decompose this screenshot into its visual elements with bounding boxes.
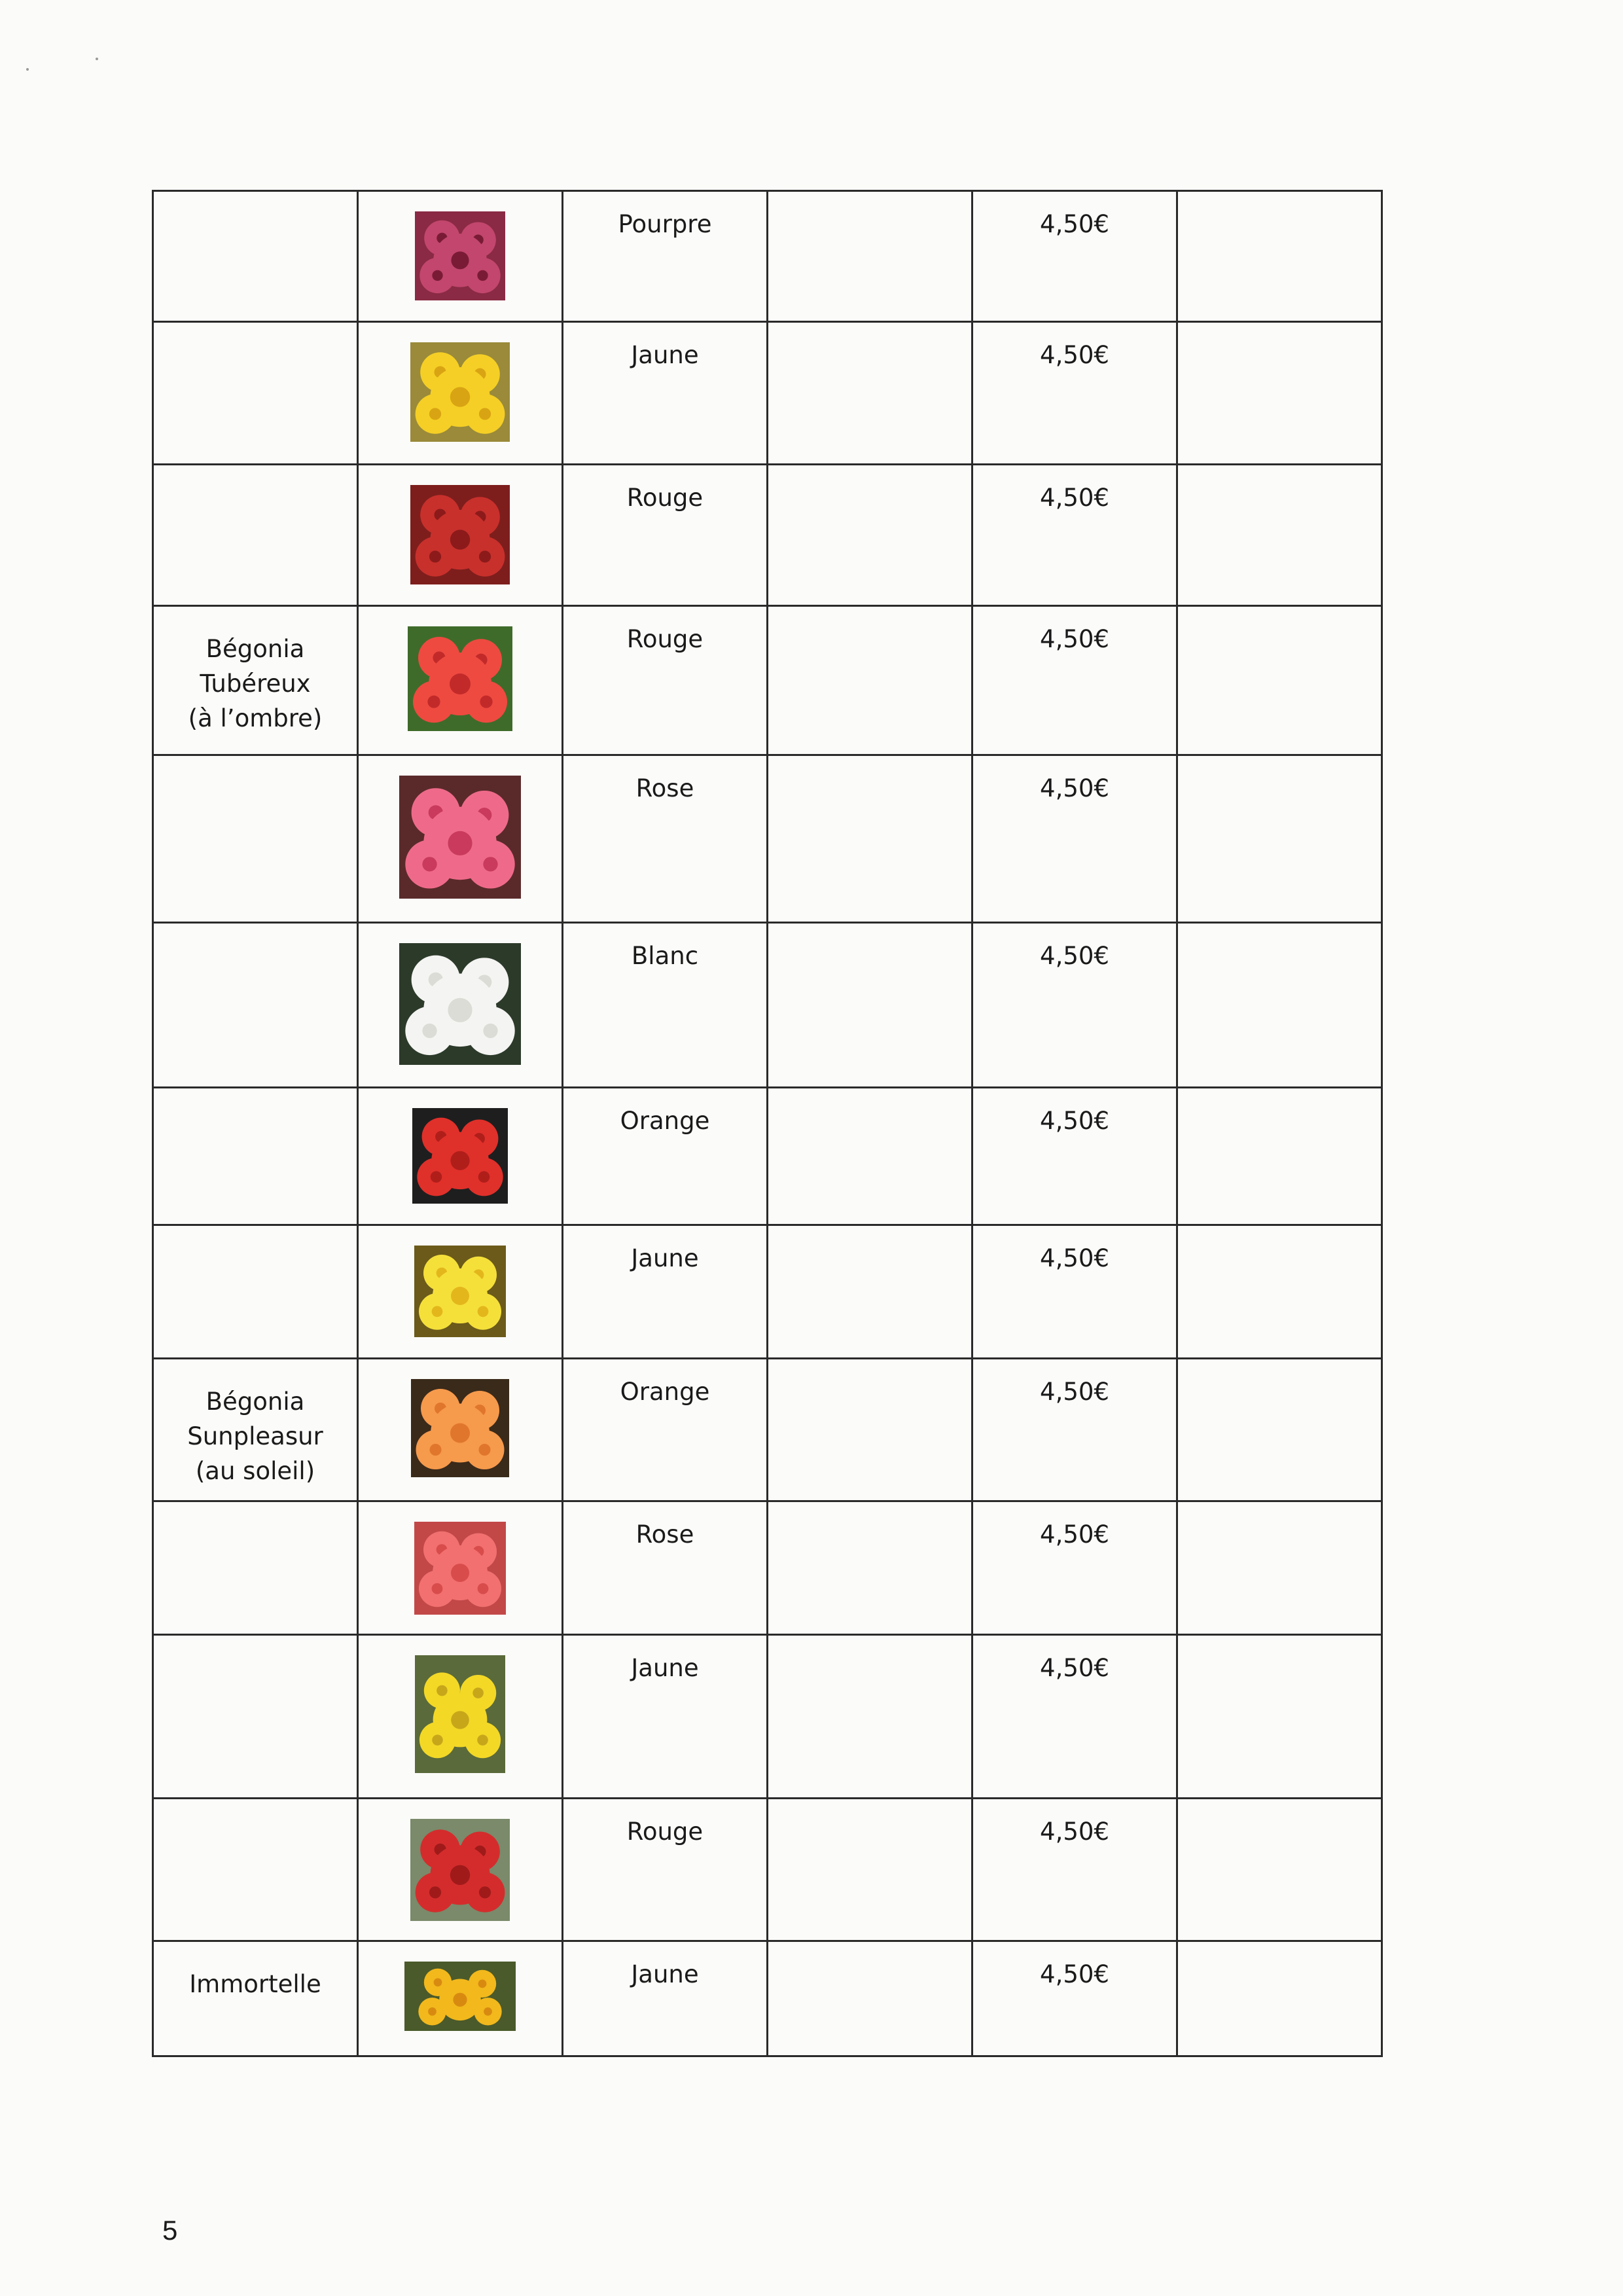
table-row xyxy=(153,1088,1382,1225)
color-cell xyxy=(563,1225,768,1359)
flower-color: Blanc xyxy=(631,942,699,970)
color-cell xyxy=(563,755,768,923)
plant-name xyxy=(154,1088,357,1113)
table-row xyxy=(153,1225,1382,1359)
price: 4,50€ xyxy=(1040,484,1109,512)
price-cell xyxy=(972,1225,1177,1359)
plant-name-cell xyxy=(153,923,358,1088)
color-cell xyxy=(563,1635,768,1799)
dahlia-red-photo xyxy=(410,485,510,584)
quantity-cell xyxy=(1177,1799,1382,1941)
empty-cell xyxy=(768,1941,972,2056)
quantity-cell xyxy=(1177,191,1382,322)
scan-speck xyxy=(96,58,98,60)
plant-name-cell xyxy=(153,322,358,465)
table-row xyxy=(153,1799,1382,1941)
photo-cell xyxy=(358,755,563,923)
price-cell xyxy=(972,322,1177,465)
price-cell xyxy=(972,1359,1177,1501)
empty-cell xyxy=(768,191,972,322)
photo-cell xyxy=(358,1359,563,1501)
color-cell xyxy=(563,1799,768,1941)
flower-color: Jaune xyxy=(631,1960,699,1988)
empty-cell xyxy=(768,1799,972,1941)
plant-name xyxy=(154,1799,357,1824)
photo-cell xyxy=(358,1225,563,1359)
color-cell xyxy=(563,1941,768,2056)
plant-name-cell xyxy=(153,1359,358,1501)
price-cell xyxy=(972,1501,1177,1635)
plant-name xyxy=(154,323,357,348)
begonia-sun-pink-photo xyxy=(414,1522,506,1615)
table-row xyxy=(153,1501,1382,1635)
flower-color: Jaune xyxy=(631,341,699,369)
table-row xyxy=(153,923,1382,1088)
plant-name: Bégonia Sunpleasur (au soleil) xyxy=(187,1388,323,1485)
empty-cell xyxy=(768,923,972,1088)
price-cell xyxy=(972,1088,1177,1225)
empty-cell xyxy=(768,1635,972,1799)
price-cell xyxy=(972,465,1177,606)
plant-name-cell xyxy=(153,1225,358,1359)
flower-color: Rose xyxy=(635,774,694,802)
empty-cell xyxy=(768,322,972,465)
price-cell xyxy=(972,755,1177,923)
quantity-cell xyxy=(1177,606,1382,755)
quantity-cell xyxy=(1177,1088,1382,1225)
quantity-cell xyxy=(1177,1635,1382,1799)
flower-color: Orange xyxy=(620,1107,710,1135)
photo-cell xyxy=(358,1088,563,1225)
price: 4,50€ xyxy=(1040,1818,1109,1846)
plant-price-table xyxy=(152,190,1383,2057)
price: 4,50€ xyxy=(1040,341,1109,369)
plant-name-cell xyxy=(153,465,358,606)
table-row xyxy=(153,1359,1382,1501)
photo-cell xyxy=(358,606,563,755)
color-cell xyxy=(563,1088,768,1225)
photo-cell xyxy=(358,465,563,606)
price-cell xyxy=(972,1635,1177,1799)
plant-name-cell xyxy=(153,1799,358,1941)
price: 4,50€ xyxy=(1040,1960,1109,1988)
begonia-sun-yellow-pot-photo xyxy=(415,1655,505,1773)
flower-color: Rouge xyxy=(626,1818,704,1846)
price: 4,50€ xyxy=(1040,625,1109,653)
table-row xyxy=(153,191,1382,322)
photo-cell xyxy=(358,191,563,322)
flower-color: Jaune xyxy=(631,1654,699,1682)
photo-cell xyxy=(358,1635,563,1799)
quantity-cell xyxy=(1177,322,1382,465)
flower-color: Rouge xyxy=(626,625,704,653)
begonia-sun-orange-photo xyxy=(411,1379,509,1477)
quantity-cell xyxy=(1177,1501,1382,1635)
color-cell xyxy=(563,923,768,1088)
price: 4,50€ xyxy=(1040,774,1109,802)
table-row xyxy=(153,322,1382,465)
price-cell xyxy=(972,1799,1177,1941)
quantity-cell xyxy=(1177,465,1382,606)
empty-cell xyxy=(768,465,972,606)
empty-cell xyxy=(768,1501,972,1635)
plant-name-cell xyxy=(153,755,358,923)
photo-cell xyxy=(358,923,563,1088)
price: 4,50€ xyxy=(1040,210,1109,238)
begonia-red-photo xyxy=(408,626,512,731)
plant-name-cell xyxy=(153,1941,358,2056)
table-row xyxy=(153,606,1382,755)
plant-name-cell xyxy=(153,606,358,755)
empty-cell xyxy=(768,1088,972,1225)
price: 4,50€ xyxy=(1040,1654,1109,1682)
plant-name xyxy=(154,1226,357,1251)
dahlia-yellow-photo xyxy=(410,342,510,442)
table-row xyxy=(153,1635,1382,1799)
flower-color: Rouge xyxy=(626,484,704,512)
scan-speck xyxy=(26,68,29,71)
price: 4,50€ xyxy=(1040,942,1109,970)
plant-name: Bégonia Tubéreux (à l’ombre) xyxy=(188,635,323,732)
color-cell xyxy=(563,606,768,755)
plant-name-cell xyxy=(153,1501,358,1635)
table-row xyxy=(153,755,1382,923)
begonia-white-photo xyxy=(399,943,521,1065)
begonia-pink-photo xyxy=(399,776,521,899)
flower-color: Pourpre xyxy=(618,210,712,238)
plant-name: Immortelle xyxy=(189,1970,321,1998)
price-cell xyxy=(972,606,1177,755)
price: 4,50€ xyxy=(1040,1107,1109,1135)
empty-cell xyxy=(768,606,972,755)
plant-name xyxy=(154,1636,357,1660)
quantity-cell xyxy=(1177,755,1382,923)
color-cell xyxy=(563,465,768,606)
plant-name-cell xyxy=(153,1635,358,1799)
table-row xyxy=(153,1941,1382,2056)
price: 4,50€ xyxy=(1040,1520,1109,1549)
photo-cell xyxy=(358,1501,563,1635)
price-cell xyxy=(972,191,1177,322)
table-body xyxy=(153,191,1382,2056)
flower-color: Orange xyxy=(620,1378,710,1406)
color-cell xyxy=(563,322,768,465)
quantity-cell xyxy=(1177,1941,1382,2056)
color-cell xyxy=(563,1501,768,1635)
immortelle-yellow-photo xyxy=(404,1962,516,2031)
empty-cell xyxy=(768,1359,972,1501)
quantity-cell xyxy=(1177,1225,1382,1359)
price-cell xyxy=(972,923,1177,1088)
page-number: 5 xyxy=(162,2215,178,2246)
empty-cell xyxy=(768,755,972,923)
plant-name xyxy=(154,756,357,781)
plant-name xyxy=(154,465,357,490)
plant-name-cell xyxy=(153,1088,358,1225)
dahlia-purple-photo xyxy=(415,211,505,300)
table-row xyxy=(153,465,1382,606)
flower-color: Jaune xyxy=(631,1244,699,1272)
plant-name xyxy=(154,924,357,948)
price-cell xyxy=(972,1941,1177,2056)
photo-cell xyxy=(358,1941,563,2056)
plant-name xyxy=(154,1502,357,1527)
quantity-cell xyxy=(1177,1359,1382,1501)
begonia-sun-red-pot-photo xyxy=(410,1819,510,1921)
photo-cell xyxy=(358,1799,563,1941)
begonia-yellow-photo xyxy=(414,1246,506,1337)
plant-name xyxy=(154,192,357,217)
plant-name-cell xyxy=(153,191,358,322)
empty-cell xyxy=(768,1225,972,1359)
photo-cell xyxy=(358,322,563,465)
color-cell xyxy=(563,191,768,322)
price: 4,50€ xyxy=(1040,1244,1109,1272)
flower-color: Rose xyxy=(635,1520,694,1549)
price: 4,50€ xyxy=(1040,1378,1109,1406)
begonia-orange-photo xyxy=(412,1108,508,1204)
quantity-cell xyxy=(1177,923,1382,1088)
color-cell xyxy=(563,1359,768,1501)
